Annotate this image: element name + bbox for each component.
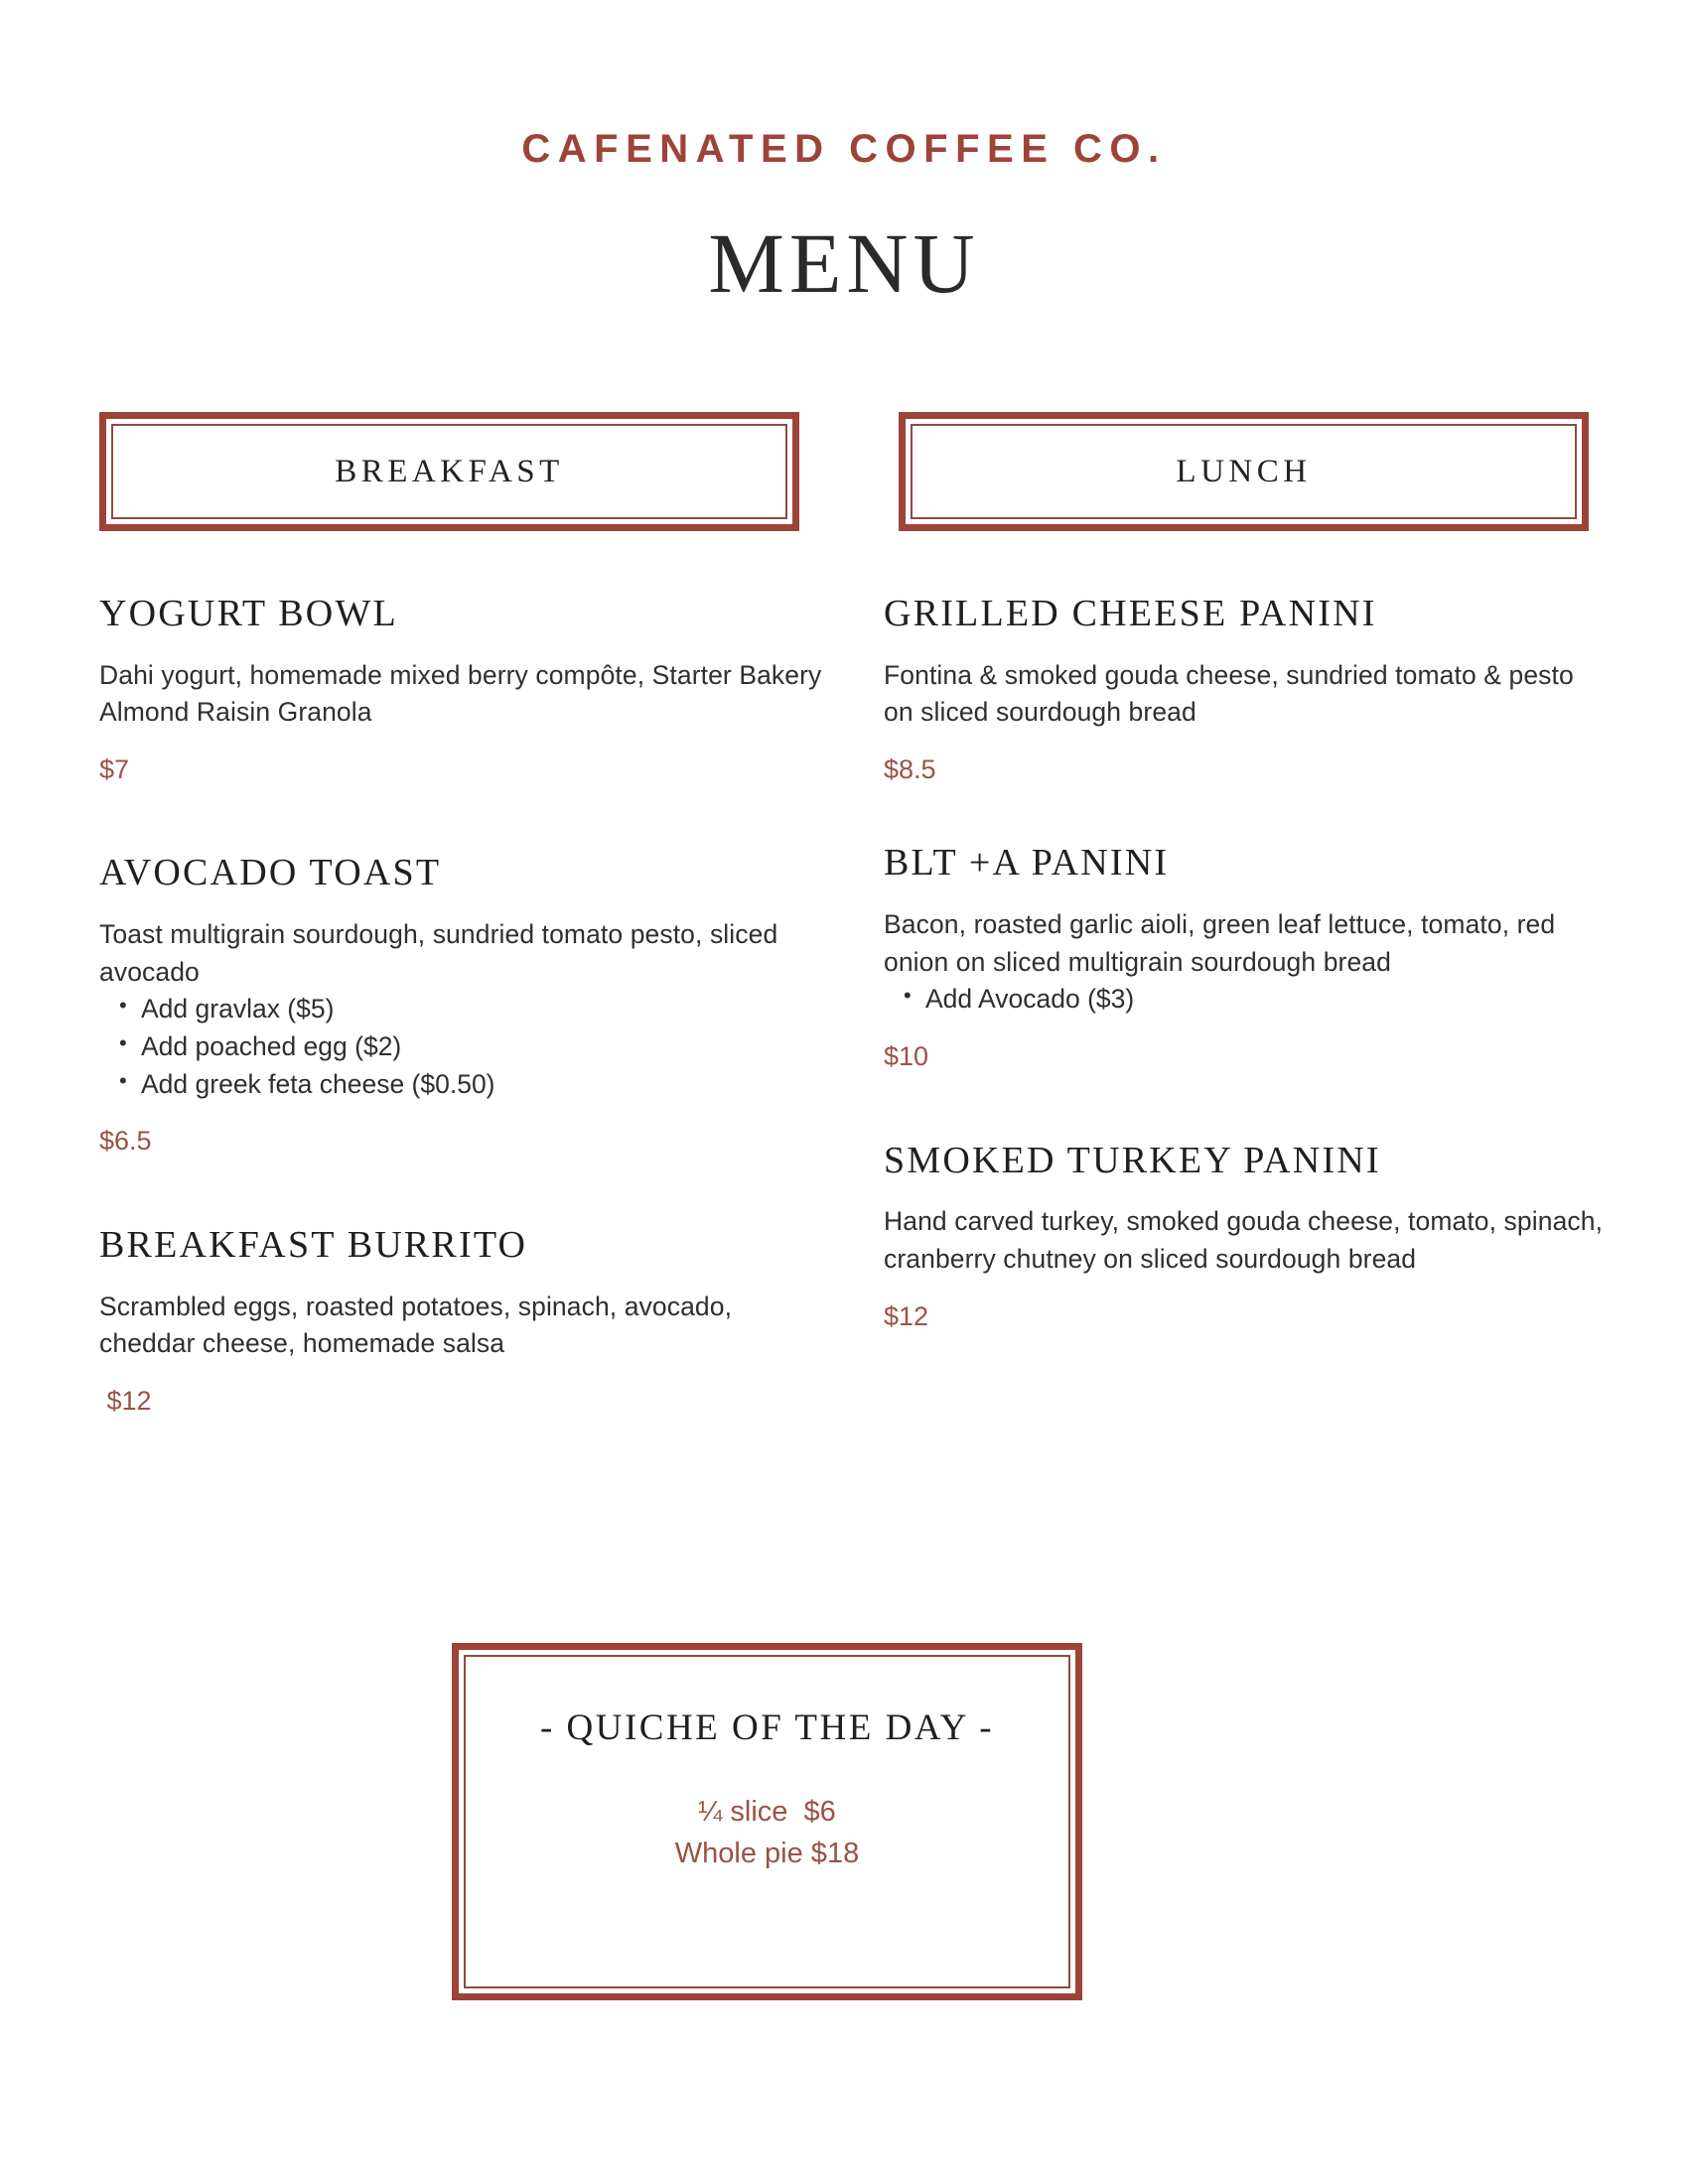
spacer bbox=[99, 1158, 824, 1225]
item-description: Bacon, roasted garlic aioli, green leaf lettuce, tomato, red onion on sliced multigrain sourdough bread bbox=[884, 909, 1556, 977]
spacer bbox=[884, 1073, 1609, 1141]
addon-item: • Add Avocado ($3) bbox=[884, 981, 1609, 1019]
item-addons-list bbox=[99, 991, 824, 1103]
brand-title: CAFENATED COFFEE CO. bbox=[521, 127, 1167, 171]
item-price: $7 bbox=[99, 754, 130, 785]
menu-item-smoked-turkey-panini bbox=[884, 1141, 1609, 1332]
item-description: Scrambled eggs, roasted potatoes, spinach, avocado, cheddar cheese, homemade salsa bbox=[99, 1291, 733, 1359]
menu-item-yogurt-bowl bbox=[99, 594, 824, 785]
section-header-lunch bbox=[899, 412, 1589, 531]
item-description: Fontina & smoked gouda cheese, sundried tomato & pesto on sliced sourdough bread bbox=[884, 659, 1574, 728]
item-price: $12 bbox=[99, 1385, 152, 1416]
spacer bbox=[884, 785, 1609, 843]
item-price: $6.5 bbox=[99, 1126, 152, 1157]
item-name: GRILLED CHEESE PANINI bbox=[884, 593, 1377, 634]
item-addons-list bbox=[884, 981, 1609, 1019]
item-name: YOGURT BOWL bbox=[99, 593, 398, 634]
menu-item-blt-a-panini bbox=[884, 843, 1609, 1072]
item-name: AVOCADO TOAST bbox=[99, 852, 442, 894]
item-price: $8.5 bbox=[884, 754, 936, 785]
item-description: Hand carved turkey, smoked gouda cheese, tomato, spinach, cranberry chutney on sliced sourdough bread bbox=[884, 1206, 1604, 1274]
section-header-breakfast bbox=[99, 412, 799, 531]
section-label-breakfast: BREAKFAST bbox=[335, 453, 564, 489]
item-description: Dahi yogurt, homemade mixed berry compôte, Starter Bakery Almond Raisin Granola bbox=[99, 659, 822, 728]
spacer bbox=[99, 785, 824, 853]
addon-item: • Add gravlax ($5) bbox=[99, 991, 824, 1028]
item-description: Toast multigrain sourdough, sundried tomato pesto, sliced avocado bbox=[99, 919, 778, 987]
page-title: MENU bbox=[708, 215, 980, 311]
menu-item-breakfast-burrito bbox=[99, 1225, 824, 1417]
menu-column-breakfast bbox=[99, 594, 824, 1417]
quiche-price-list bbox=[466, 1791, 1068, 1874]
quiche-price-whole: Whole pie $18 bbox=[674, 1838, 860, 1870]
addon-item: • Add poached egg ($2) bbox=[99, 1028, 824, 1066]
quiche-title: - QUICHE OF THE DAY - bbox=[539, 1707, 995, 1748]
menu-column-lunch bbox=[884, 594, 1609, 1332]
menu-item-avocado-toast bbox=[99, 853, 824, 1157]
item-price: $12 bbox=[884, 1300, 929, 1331]
menu-item-grilled-cheese-panini bbox=[884, 594, 1609, 785]
quiche-of-the-day-box bbox=[452, 1643, 1082, 2000]
quiche-price-slice: ¼ slice $6 bbox=[698, 1796, 836, 1828]
item-name: SMOKED TURKEY PANINI bbox=[884, 1139, 1381, 1181]
quiche-box-inner bbox=[464, 1655, 1070, 1988]
item-price: $10 bbox=[884, 1041, 929, 1072]
addon-item: • Add greek feta cheese ($0.50) bbox=[99, 1066, 824, 1104]
section-header-lunch-inner bbox=[911, 424, 1577, 519]
section-header-breakfast-inner bbox=[111, 424, 787, 519]
section-label-lunch: LUNCH bbox=[1176, 453, 1312, 489]
item-name: BLT +A PANINI bbox=[884, 842, 1170, 885]
item-name: BREAKFAST BURRITO bbox=[99, 1223, 528, 1266]
